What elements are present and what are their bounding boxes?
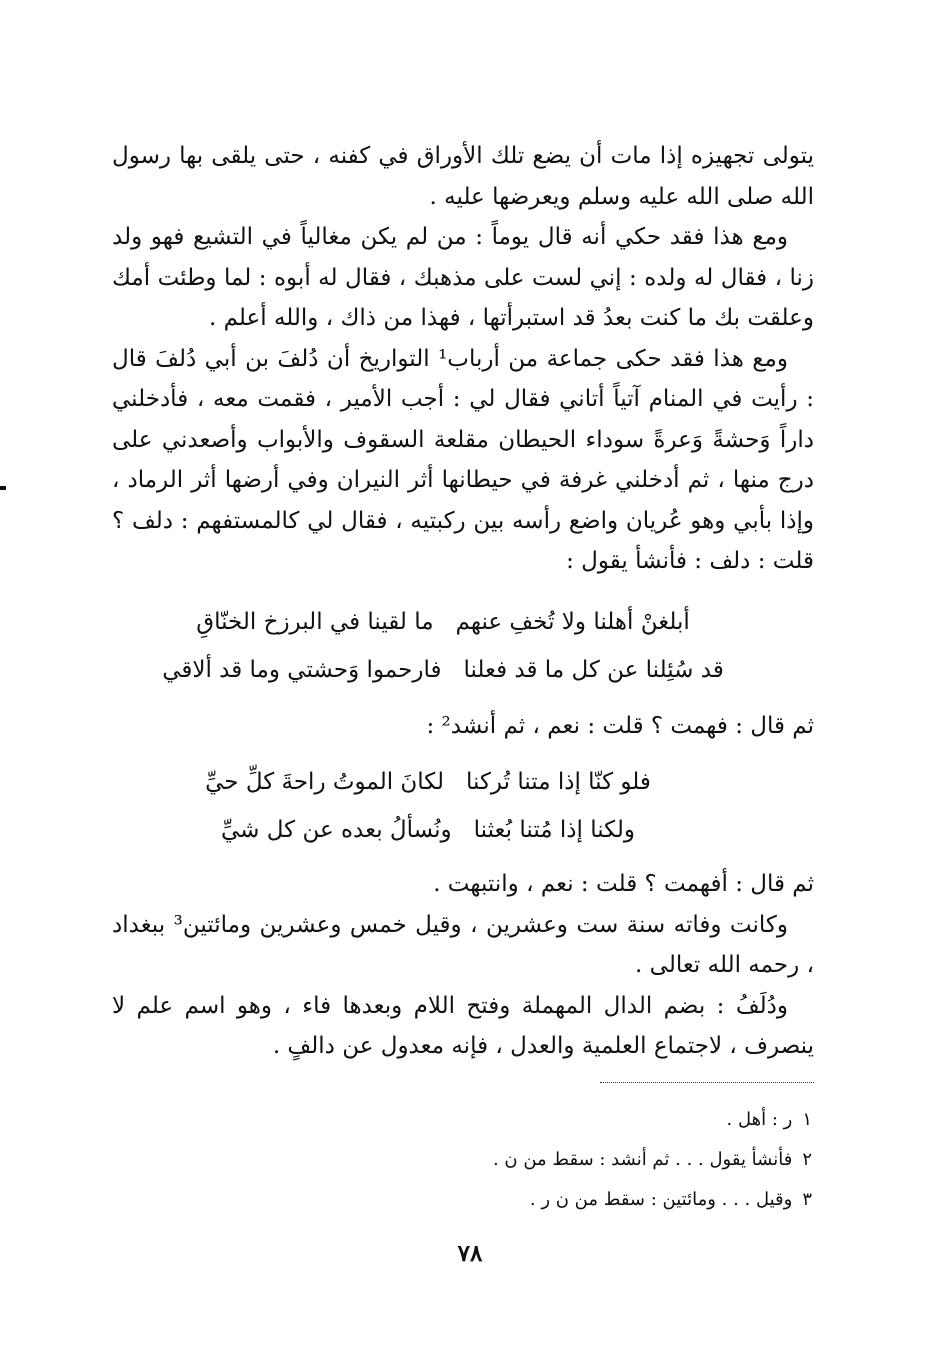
footnote [300, 1180, 812, 1220]
paragraph: ثم قال : أفهمت ؟ قلت : نعم ، وانتبهت . [433, 871, 814, 897]
verse-first-hemistich: قد سُئِلنا عن كل ما قد فعلنا [463, 656, 724, 683]
footnote-number: ٣ [802, 1189, 812, 1210]
footnotes [300, 1100, 812, 1220]
footnote-divider [600, 1082, 814, 1083]
verse-first-hemistich: ولكنا إذا مُتنا بُعثنا [473, 817, 635, 843]
paragraph: يتولى تجهيزه إذا مات أن يضع تلك الأوراق في كفنه ، حتى يلقى بها رسول الله صلى الله عليه وسلم ويعرضها عليه . [112, 143, 814, 210]
footnote-text: وقيل . . . ومائتين : سقط من ن ر . [529, 1189, 793, 1210]
paragraph: ثم قال : فهمت ؟ قلت : نعم ، ثم أنشد² : [426, 712, 814, 739]
verse-second-hemistich: لكانَ الموتُ راحةَ كلِّ حيِّ [205, 769, 445, 795]
footnote [300, 1100, 812, 1140]
verse-line [112, 646, 774, 694]
verse-line [112, 598, 774, 646]
verse-second-hemistich: فارحموا وَحشتي وما قد ألاقي [162, 656, 442, 683]
verse-second-hemistich: ونُسألُ بعده عن كل شيِّ [221, 817, 452, 843]
paragraph: ودُلَفُ : بضم الدال المهملة وفتح اللام وبعدها فاء ، وهو اسم علم لا ينصرف ، لاجتماع العلمية والعدل ، فإنه معدول عن دالفٍ . [112, 992, 814, 1059]
footnote-text: ر : أهل . [726, 1109, 793, 1130]
poem-block [112, 758, 814, 854]
footnote [300, 1140, 812, 1180]
verse-line [112, 758, 744, 806]
poem-block [112, 598, 814, 694]
scan-edge-mark [0, 486, 6, 490]
paragraph: ومع هذا فقد حكي أنه قال يوماً : من لم يكن مغالياً في التشيع فهو ولد زنا ، فقال له ولده : إني لست على مذهبك ، فقال له أبوه : لما وطئت أمك وعلقت بك ما كنت بعدُ قد استبرأتها ، فهذا من ذاك ، والله أعلم . [112, 224, 814, 331]
footnote-number: ١ [802, 1109, 812, 1130]
footnote-text: فأنشأ يقول . . . ثم أنشد : سقط من ن . [492, 1149, 793, 1170]
verse-first-hemistich: فلو كنّا إذا متنا تُركنا [466, 769, 651, 795]
page-number: ٧٨ [457, 1240, 483, 1267]
verse-second-hemistich: ما لقينا في البرزخ الخنّاقِ [196, 608, 434, 635]
verse-first-hemistich: أبلغنْ أهلنا ولا تُخفِ عنهم [455, 608, 690, 635]
paragraph: وكانت وفاته سنة ست وعشرين ، وقيل خمس وعشرين ومائتين³ ببغداد ، رحمه الله تعالى . [112, 911, 814, 978]
paragraph: ومع هذا فقد حكى جماعة من أرباب¹ التواريخ أن دُلفَ بن أبي دُلفَ قال : رأيت في المنام آتياً أتاني فقال لي : أجب الأمير ، فقمت معه ، فأدخلني داراً وَحشةً وَعرةً سوداء الحيطان مقلعة السقوف والأبواب وأصعدني على درج منها ، ثم أدخلني غرفة في حيطانها أثر النيران وفي أرضها أثر الرماد ، وإذا بأبي وهو عُريان واضع رأسه بين ركبتيه ، فقال لي كالمستفهم : دلف ؟ قلت : دلف : فأنشأ يقول : [112, 345, 814, 574]
verse-line [112, 806, 744, 854]
main-text [112, 136, 814, 1067]
footnote-number: ٢ [802, 1149, 812, 1170]
